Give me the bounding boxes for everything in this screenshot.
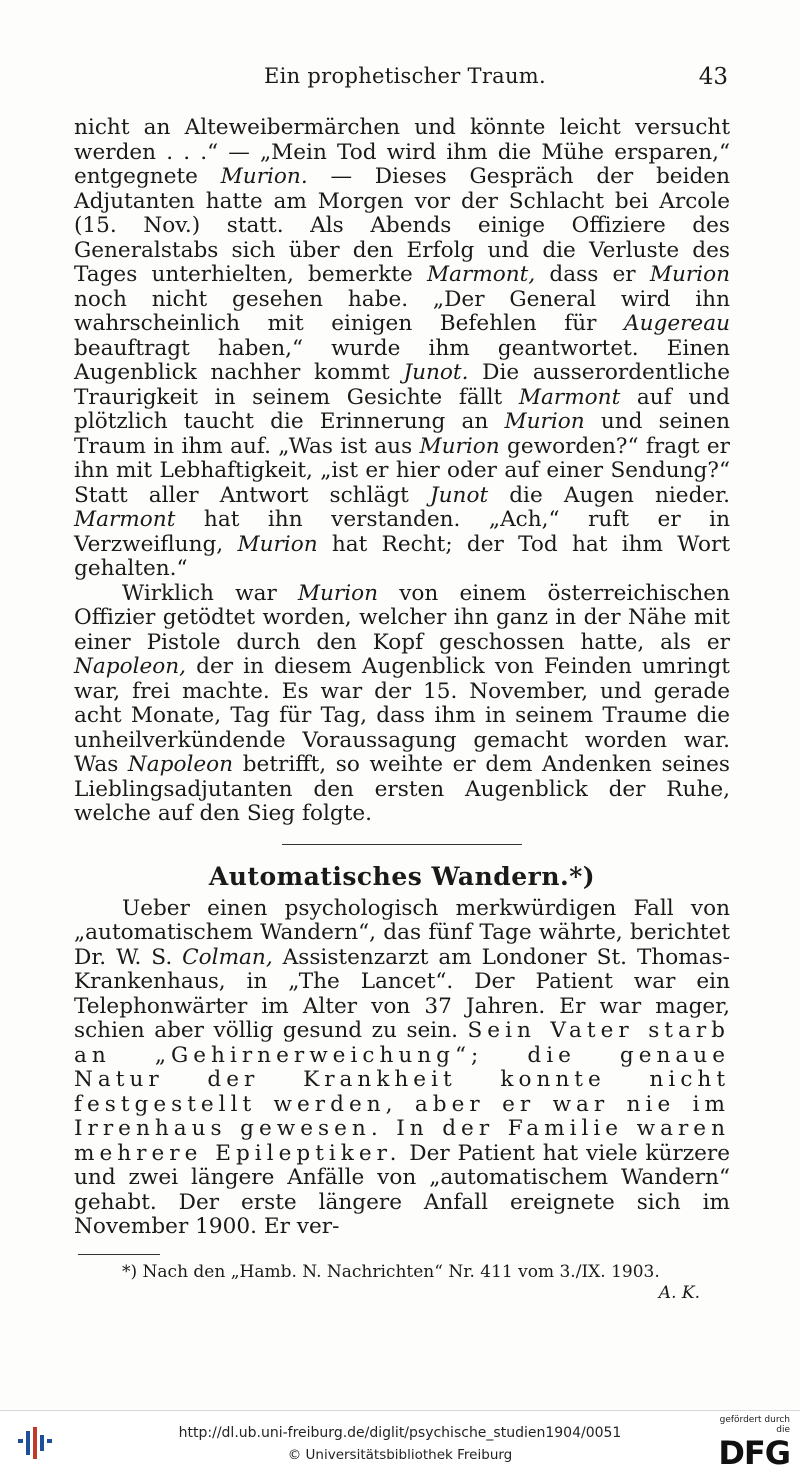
- text-run: nicht an Alteweibermärchen und könnte leicht versucht werden . . .“ — „Mein Tod wird ihm die Mühe ersparen,“ entgegnete: [74, 115, 730, 189]
- name-napoleon: Napoleon,: [74, 654, 187, 679]
- footnote-rule: [78, 1254, 160, 1255]
- page-header: [78, 64, 732, 96]
- footnote: *) Nach den „Hamb. N. Nachrichten“ Nr. 411 vom 3./IX. 1903.: [122, 1261, 660, 1282]
- page-number: 43: [698, 64, 728, 90]
- paragraph-2: [74, 582, 730, 827]
- name-colman: Colman,: [182, 944, 273, 970]
- text-run: auf und plötzlich taucht die Erinnerung an: [74, 384, 730, 434]
- section-divider: [282, 844, 522, 845]
- name-murion: Murion: [297, 580, 379, 606]
- name-marmont: Marmont,: [426, 262, 536, 287]
- paragraph-3: [74, 897, 730, 1240]
- text-run: der in diesem Augenblick von Feinden umringt war, frei machte. Es war der 15. November, und gerade acht Monate, Tag für Tag, dass ihm in seinem Traume die unheilverkündende Voraussagung gemacht worden war. Was: [74, 654, 730, 777]
- text-run: Die ausserordentliche Traurigkeit in seinem Gesichte fällt: [74, 360, 730, 410]
- name-junot: Junot.: [403, 360, 469, 385]
- text-run: — Dieses Gespräch der beiden Adjutanten hatte am Morgen vor der Schlacht bei Arcole (15. Nov.) statt. Als Abends einige Offiziere des Generalstabs sich über den Erfolg und die Verluste des Tages unterhielten, bemerkte: [74, 164, 730, 287]
- text-run: hat Recht; der Tod hat ihm Wort gehalten.“: [74, 531, 730, 581]
- text-run: geworden?“ fragt er ihn mit Lebhaftigkeit, „ist er hier oder auf einer Sendung?“ Statt aller Antwort schlägt: [74, 433, 730, 508]
- paragraph-1: [74, 116, 730, 582]
- name-murion: Murion: [504, 409, 585, 434]
- name-murion: Murion: [649, 262, 730, 287]
- name-murion: Murion.: [220, 164, 308, 189]
- copyright-notice: © Universitätsbibliothek Freiburg: [287, 1447, 513, 1463]
- dfg-tagline: gefördert durch die: [719, 1415, 790, 1435]
- name-marmont: Marmont: [74, 507, 176, 532]
- text-run: von einem österreichischen Offizier getödtet worden, welcher ihn ganz in der Nähe mit einer Pistole durch den Kopf geschossen hatte, als er: [74, 580, 730, 655]
- running-title: Ein prophetischer Traum.: [263, 64, 546, 88]
- name-murion: Murion: [419, 433, 500, 459]
- viewer-footer: [0, 1410, 800, 1473]
- text-run: hat ihn verstanden. „Ach,“ ruft er in Verzweiflung,: [74, 507, 730, 557]
- name-murion: Murion: [237, 531, 318, 557]
- text-run: Assistenzarzt am Londoner St. Thomas-Krankenhaus, in „The Lancet“. Der Patient war ein Telephonwärter im Alter von 37 Jahren. Er war mager, schien aber völlig gesund zu sein.: [74, 944, 730, 1043]
- text-run: die Augen nieder.: [488, 482, 730, 508]
- section-title: Automatisches Wandern.*): [208, 861, 596, 891]
- text-run: Ueber einen psychologisch merkwürdigen Fall von „automatischem Wandern“, das fünf Tage währte, berichtet Dr. W. S.: [74, 895, 730, 970]
- dfg-logo-text: DFG: [718, 1434, 790, 1472]
- spaced-emphasis-text: Sein Vater starb an „Gehirnerweichung“; die genaue Natur der Krankheit konnte nicht festgestellt werden, aber er war nie im Irrenhaus gewesen. In der Familie waren mehrere Epileptiker.: [74, 1018, 730, 1166]
- dfg-logo-icon: [704, 1415, 790, 1471]
- name-augereau: Augereau: [624, 311, 730, 336]
- footnote-signature: A. K.: [658, 1282, 700, 1303]
- text-run: Der Patient hat viele kürzere und zwei längere Anfälle von „automatischem Wandern“ gehabt. Der erste längere Anfall ereignete sich im November 1900. Er ver-: [74, 1140, 731, 1239]
- name-marmont: Marmont: [518, 384, 621, 410]
- text-run: noch nicht gesehen habe. „Der General wird ihn wahrscheinlich mit einigen Befehlen für: [74, 286, 730, 336]
- name-junot: Junot: [429, 482, 489, 508]
- text-run: Wirklich war: [122, 580, 298, 606]
- text-run: dass er: [535, 262, 650, 287]
- permalink-url[interactable]: http://dl.ub.uni-freiburg.de/diglit/psychische_studien1904/0051: [178, 1425, 622, 1441]
- name-napoleon: Napoleon: [127, 752, 234, 777]
- text-run: beauftragt haben,“ wurde ihm geantwortet. Einen Augenblick nachher kommt: [74, 335, 730, 385]
- body-text: [74, 116, 730, 1303]
- text-run: betrifft, so weihte er dem Andenken seines Lieblingsadjutanten den ersten Augenblick der Ruhe, welche auf den Sieg folgte.: [74, 752, 730, 826]
- text-run: und seinen Traum in ihm auf. „Was ist aus: [74, 409, 731, 459]
